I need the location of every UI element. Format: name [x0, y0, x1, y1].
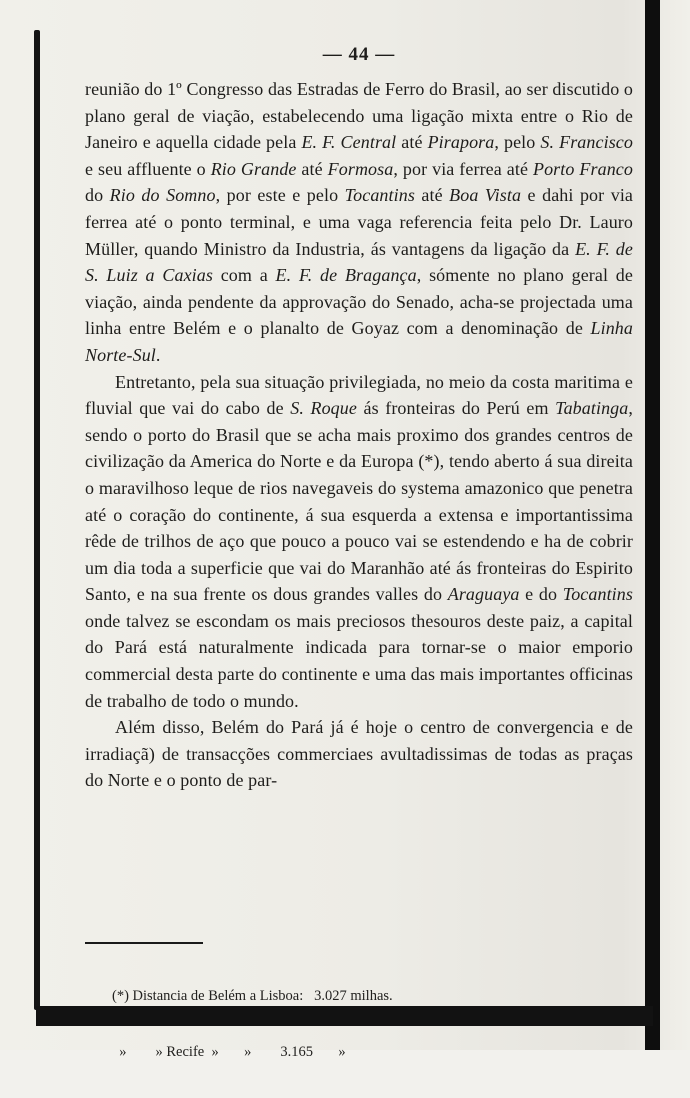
- body-text: do: [85, 185, 110, 206]
- body-text: onde talvez se escondam os mais preciosos thesouros deste paiz, a capital do Pará está naturalmente indicada para tornar-se o maior emporio commercial desta parte do continente e uma das mais importantes officinas de trabalho de todo o mundo.: [85, 610, 633, 711]
- italic-text: Tocantins: [562, 584, 633, 605]
- body-text: Entretanto, pela sua situação privilegiada, no meio da costa maritima e fluvial que vai do cabo de: [85, 371, 633, 419]
- italic-text: Formosa: [327, 158, 394, 179]
- italic-text: E. F. de Bragança: [275, 265, 417, 286]
- italic-text: Linha Norte-Sul: [85, 318, 633, 365]
- body-text: com a: [212, 265, 276, 286]
- italic-text: Rio do Somno: [109, 185, 216, 206]
- body-text: até: [396, 132, 428, 153]
- italic-text: Pirapora: [427, 132, 495, 153]
- body-text: e dahi por via ferrea até o ponto terminal, e uma vaga referencia feita pelo Dr. Lauro Müller, quando Ministro da Industria, ás vantagens da ligação da: [85, 185, 634, 259]
- italic-text: E. F. de S. Luiz a Caxias: [85, 238, 634, 286]
- body-text: e do: [519, 584, 563, 605]
- body-text: , sómente no plano geral de viação, ainda pendente da approvação do Senado, acha-se projectada uma linha entre Belém e o planalto de Goyaz com a denominação de: [85, 265, 633, 339]
- footnote-line-2: » » Recife » » 3.165 »: [112, 1043, 346, 1060]
- body-text: Além disso, Belém do Pará já é hoje o centro de convergencia e de irradiaçã) de transacções commerciaes avultadissimas de todas as praças do Norte e o ponto de par-: [85, 717, 633, 791]
- footnote: [112, 950, 393, 1098]
- footnote-rule: [85, 942, 203, 944]
- body-text: , por este e pelo: [215, 185, 345, 206]
- body-text: , pelo: [494, 132, 541, 153]
- body-text: até: [296, 158, 328, 179]
- italic-text: Rio Grande: [210, 158, 297, 179]
- footnote-line-1: (*) Distancia de Belém a Lisboa: 3.027 milhas.: [112, 988, 393, 1004]
- italic-text: Araguaya: [447, 584, 520, 605]
- italic-text: S. Roque: [290, 398, 357, 419]
- body-text: até: [414, 185, 450, 206]
- body-text: reunião do 1º Congresso das Estradas de Ferro do Brasil, ao ser discutido o plano geral de viação, estabelecendo uma ligação mixta entre o Rio de Janeiro e aquella cidade pela: [85, 79, 633, 153]
- italic-text: Tocantins: [344, 185, 415, 206]
- italic-text: E. F. Central: [301, 132, 397, 153]
- scan-border-right: [645, 0, 660, 1050]
- paragraph: [85, 76, 633, 369]
- italic-text: Tabatinga: [555, 398, 629, 419]
- italic-text: Porto Franco: [532, 158, 633, 179]
- paragraph: [85, 369, 633, 715]
- body-text: ás fronteiras do Perú em: [356, 398, 556, 419]
- paragraph: [85, 714, 633, 794]
- italic-text: S. Francisco: [540, 132, 633, 153]
- body-text: .: [155, 344, 161, 365]
- body-text: e seu affluente o: [85, 158, 211, 179]
- scan-border-left: [34, 30, 40, 1010]
- italic-text: Boa Vista: [449, 185, 522, 206]
- body-text: , por via ferrea até: [393, 158, 533, 179]
- body-text: , sendo o porto do Brasil que se acha mais proximo dos grandes centros de civilização da America do Norte e da Europa (*), tendo aberto á sua direita o maravilhoso leque de rios navegaveis do systema amazonico que penetra até o coração do continente, á sua esquerda a extensa e importantissima rêde de trilhos de aço que pouco a pouco vai se estendendo e ha de cobrir um dia toda a superficie que vai do Maranhão até ás fronteiras do Espirito Santo, e na sua frente os dous grandes valles do: [85, 398, 633, 605]
- page-number: — 44 —: [322, 44, 396, 65]
- text-block: [85, 76, 633, 938]
